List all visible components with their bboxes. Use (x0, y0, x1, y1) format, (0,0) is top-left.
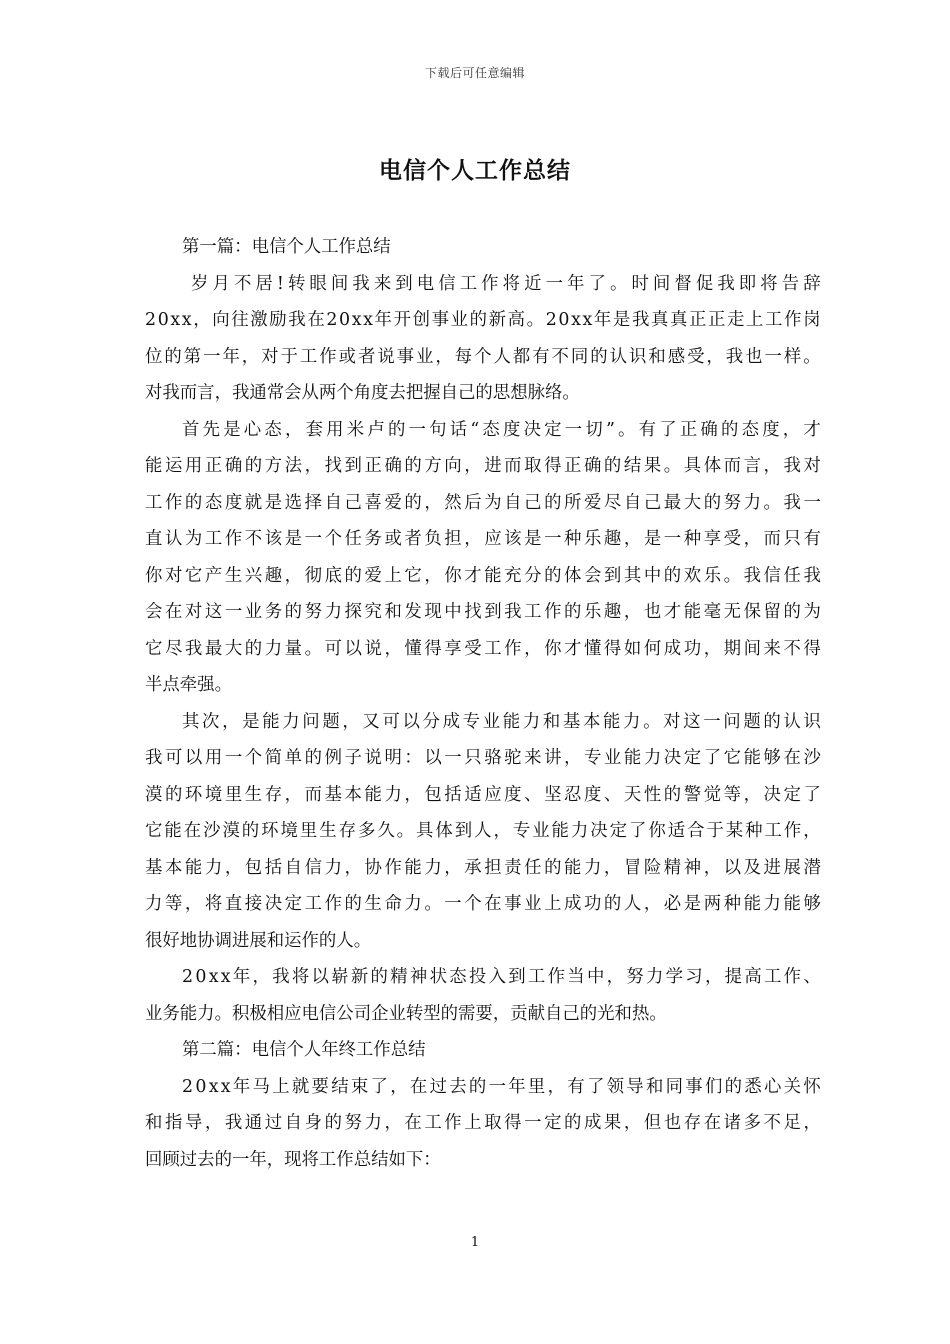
text-line: 第二篇：电信个人年终工作总结 (182, 1040, 426, 1060)
text-line: 2 0 x x ， 向 往 激 励 我 在 2 0 x x 年 开 创 事 业 的 新 高 。 2 0 x x 年 是 我 真 真 正 正 走 上 工 作 岗 (145, 310, 821, 330)
text-line: 工 作 的 态 度 就 是 选 择 自 己 喜 爱 的 ， 然 后 为 自 己 的 所 爱 尽 自 己 最 大 的 努 力 。 我 一 (145, 492, 821, 513)
text-line: 和 指 导 ， 我 通 过 自 身 的 努 力 ， 在 工 作 上 取 得 一 定 的 成 果 ， 但 也 存 在 诸 多 不 足 ， (145, 1113, 821, 1133)
text-line: 你 对 它 产 生 兴 趣 ， 彻 底 的 爱 上 它 ， 你 才 能 充 分 的 体 会 到 其 中 的 欢 乐 。 我 信 任 我 (145, 565, 821, 586)
text-line: 基 本 能 力 ， 包 括 自 信 力 ， 协 作 能 力 ， 承 担 责 任 的 能 力 ， 冒 险 精 神 ， 以 及 进 展 潜 (145, 857, 821, 878)
text-line: 很好地协调进展和运作的人。 (145, 930, 372, 951)
text-line: 第一篇：电信个人工作总结 (182, 237, 391, 257)
text-line: 半点牵强。 (145, 675, 232, 695)
document-body (145, 229, 821, 1178)
text-line: 它 能 在 沙 漠 的 环 境 里 生 存 多 久 。 具 体 到 人 ， 专 业 能 力 决 定 了 你 适 合 于 某 种 工 作 ， (145, 821, 821, 841)
text-line: 2 0 x x 年 ， 我 将 以 崭 新 的 精 神 状 态 投 入 到 工 作 当 中 ， 努 力 学 习 ， 提 高 工 作 、 (182, 967, 821, 987)
header-note: 下载后可任意编辑 (424, 66, 525, 80)
text-line: 回顾过去的一年，现将工作总结如下： (145, 1149, 441, 1170)
text-line: 位 的 第 一 年 ， 对 于 工 作 或 者 说 事 业 ， 每 个 人 都 有 不 同 的 认 识 和 感 受 ， 我 也 一 样 。 (145, 346, 821, 367)
text-line: 首 先 是 心 态 ， 套 用 米 卢 的 一 句 话 “ 态 度 决 定 一 切 ” 。 有 了 正 确 的 态 度 ， 才 (182, 419, 821, 440)
text-line: 对我而言，我通常会从两个角度去把握自己的思想脉络。 (145, 383, 580, 403)
text-line: 岁 月 不 居 ! 转 眼 间 我 来 到 电 信 工 作 将 近 一 年 了 。 时 间 督 促 我 即 将 告 辞 (191, 273, 821, 294)
text-line: 其 次 ， 是 能 力 问 题 ， 又 可 以 分 成 专 业 能 力 和 基 本 能 力 。 对 这 一 问 题 的 认 识 (182, 711, 821, 732)
text-line: 能 运 用 正 确 的 方 法 ， 找 到 正 确 的 方 向 ， 进 而 取 得 正 确 的 结 果 。 具 体 而 言 ， 我 对 (145, 456, 821, 476)
page-number: 1 (470, 1235, 480, 1250)
text-line: 直 认 为 工 作 不 该 是 一 个 任 务 或 者 负 担 ， 应 该 是 一 种 乐 趣 ， 是 一 种 享 受 ， 而 只 有 (145, 529, 821, 549)
text-line: 2 0 x x 年 马 上 就 要 结 束 了 ， 在 过 去 的 一 年 里 ， 有 了 领 导 和 同 事 们 的 悉 心 关 怀 (182, 1076, 821, 1097)
text-line: 力 等 ， 将 直 接 决 定 工 作 的 生 命 力 。 一 个 在 事 业 上 成 功 的 人 ， 必 是 两 种 能 力 能 够 (145, 894, 821, 914)
text-line: 业务能力。积极相应电信公司企业转型的需要，贡献自己的光和热。 (145, 1003, 667, 1024)
document-title: 电信个人工作总结 (379, 157, 571, 184)
text-line: 会 在 对 这 一 业 务 的 努 力 探 究 和 发 现 中 找 到 我 工 作 的 乐 趣 ， 也 才 能 毫 无 保 留 的 为 (145, 602, 821, 622)
text-line: 我 可 以 用 一 个 简 单 的 例 子 说 明 ： 以 一 只 骆 驼 来 讲 ， 专 业 能 力 决 定 了 它 能 够 在 沙 (145, 748, 821, 768)
text-line: 漠 的 环 境 里 生 存 ， 而 基 本 能 力 ， 包 括 适 应 度 、 坚 忍 度 、 天 性 的 警 觉 等 ， 决 定 了 (145, 784, 821, 805)
text-line: 它 尽 我 最 大 的 力 量 。 可 以 说 ， 懂 得 享 受 工 作 ， 你 才 懂 得 如 何 成 功 ， 期 间 来 不 得 (145, 638, 821, 659)
